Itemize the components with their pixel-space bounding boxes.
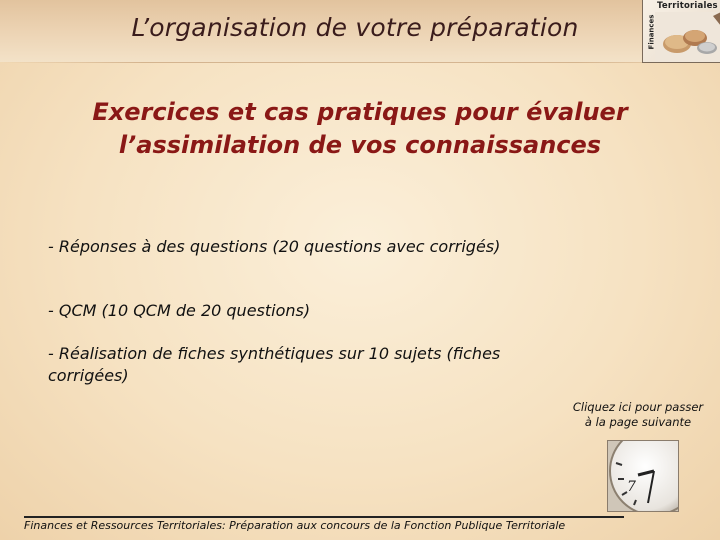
bullet-fiches: - Réalisation de fiches synthétiques sur 10 sujets (fiches corrigées): [48, 344, 501, 385]
logo: [642, 0, 720, 63]
clock-icon: [608, 441, 678, 511]
page-title: L’organisation de votre préparation: [131, 13, 579, 42]
svg-text:7: 7: [627, 479, 636, 495]
next-page-hint[interactable]: [556, 400, 720, 430]
section-subtitle: [0, 96, 720, 162]
next-hint-line-1[interactable]: Cliquez ici pour passer: [572, 400, 704, 414]
next-hint-line-2[interactable]: à la page suivante: [584, 415, 692, 429]
logo-side-text: Finances: [647, 14, 656, 50]
logo-top-text: Territoriales: [657, 1, 718, 11]
subtitle-line-2: l’assimilation de vos connaissances: [118, 131, 602, 159]
header-divider: [0, 62, 720, 63]
subtitle-line-1: Exercices et cas pratiques pour évaluer: [92, 98, 628, 126]
footer-text: Finances et Ressources Territoriales: Préparation aux concours de la Fonction Publique Territoriale: [24, 519, 566, 532]
bullet-questions: - Réponses à des questions (20 questions avec corrigés): [48, 237, 501, 256]
bullet-qcm: - QCM (10 QCM de 20 questions): [48, 301, 311, 320]
coins-icon: [655, 12, 720, 62]
footer-divider: [24, 516, 624, 518]
next-page-button[interactable]: [607, 440, 679, 512]
